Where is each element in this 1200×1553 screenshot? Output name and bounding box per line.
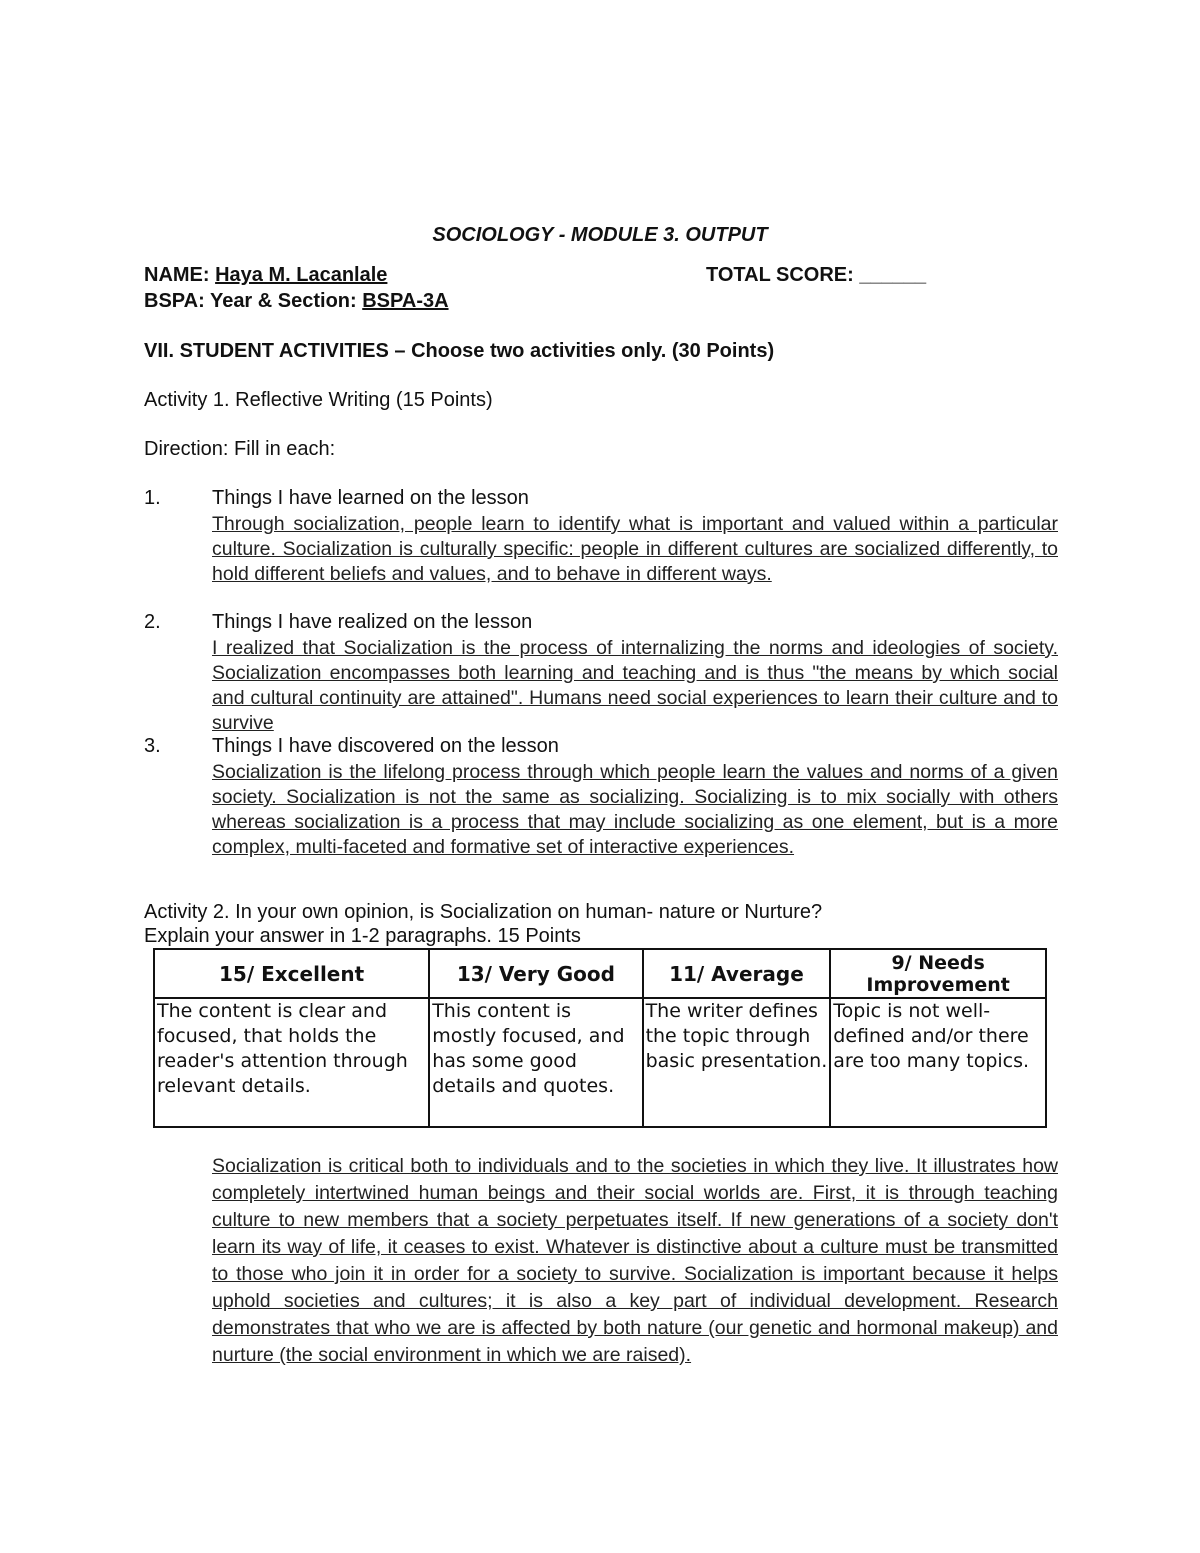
activity2-answer: Socialization is critical both to individuals and to the societies in which they live. It illustrates how completely intertwined human beings and their social worlds are. First, it is through teaching culture to new members that a society perpetuates itself. If new generations of a society don't learn its way of life, it ceases to exist. Whatever is distinctive about a culture must be transmitted to those who join it in order for a society to survive. Socialization is important because it helps uphold societies and cultures; it is also a key part of individual development. Research demonstrates that who we are is affected by both nature (our genetic and hormonal makeup) and nurture (the social environment in which we are raised). bbox=[212, 1155, 1058, 1366]
name-label: NAME: bbox=[144, 264, 210, 286]
activity1-direction: Direction: Fill in each: bbox=[144, 438, 336, 460]
item-number: 2. bbox=[144, 611, 161, 633]
activity2-subtitle: Explain your answer in 1-2 paragraphs. 15 Points bbox=[144, 925, 581, 947]
activity2-title: Activity 2. In your own opinion, is Socialization on human- nature or Nurture? bbox=[144, 901, 823, 923]
item-number: 3. bbox=[144, 735, 161, 757]
rubric-table bbox=[153, 948, 1047, 1128]
rubric-header-row bbox=[154, 949, 1046, 998]
section-heading: VII. STUDENT ACTIVITIES – Choose two activities only. (30 Points) bbox=[144, 340, 775, 362]
rubric-cell: This content is mostly focused, and has some good details and quotes. bbox=[429, 998, 642, 1127]
section-label: Year & Section: bbox=[209, 290, 357, 312]
section-value: BSPA-3A bbox=[362, 290, 449, 312]
rubric-cell: The writer defines the topic through basic presentation. bbox=[643, 998, 831, 1127]
rubric-cell: Topic is not well-defined and/or there are too many topics. bbox=[830, 998, 1046, 1127]
rubric-header: 13/ Very Good bbox=[429, 949, 642, 998]
item-number: 1. bbox=[144, 487, 161, 509]
score-blank: ______ bbox=[859, 264, 927, 286]
item-answer: Socialization is the lifelong process through which people learn the values and norms of a given society. Socialization is not the same as socializing. Socializing is to mix socially with others whereas socialization is a process that may include socializing as one element, but is a more complex, multi-faceted and formative set of interactive experiences. bbox=[212, 761, 1058, 858]
rubric-header: 9/ Needs Improvement bbox=[830, 949, 1046, 998]
item-answer: Through socialization, people learn to identify what is important and valued within a particular culture. Socialization is culturally specific: people in different cultures are socialized differently, to hold different beliefs and values, and to behave in different ways. bbox=[212, 513, 1058, 585]
program-label: BSPA: bbox=[144, 290, 205, 312]
item-answer: I realized that Socialization is the process of internalizing the norms and ideologies of society. Socialization encompasses both learning and teaching and is thus "the means by which social and cultural continuity are attained". Humans need social experiences to learn their culture and to survive bbox=[212, 637, 1058, 734]
item-prompt: Things I have realized on the lesson bbox=[212, 611, 533, 633]
student-name: Haya M. Lacanlale bbox=[215, 264, 388, 286]
score-row bbox=[706, 264, 926, 287]
score-label: TOTAL SCORE: bbox=[706, 264, 854, 286]
item-prompt: Things I have learned on the lesson bbox=[212, 487, 529, 509]
section-row bbox=[144, 290, 449, 313]
rubric-cell: The content is clear and focused, that holds the reader's attention through relevant details. bbox=[154, 998, 429, 1127]
rubric-header: 11/ Average bbox=[643, 949, 831, 998]
rubric-row bbox=[154, 998, 1046, 1127]
page-title: SOCIOLOGY - MODULE 3. OUTPUT bbox=[432, 224, 768, 246]
item-prompt: Things I have discovered on the lesson bbox=[212, 735, 559, 757]
name-row bbox=[144, 264, 387, 287]
rubric-header: 15/ Excellent bbox=[154, 949, 429, 998]
activity1-title: Activity 1. Reflective Writing (15 Points) bbox=[144, 389, 493, 411]
